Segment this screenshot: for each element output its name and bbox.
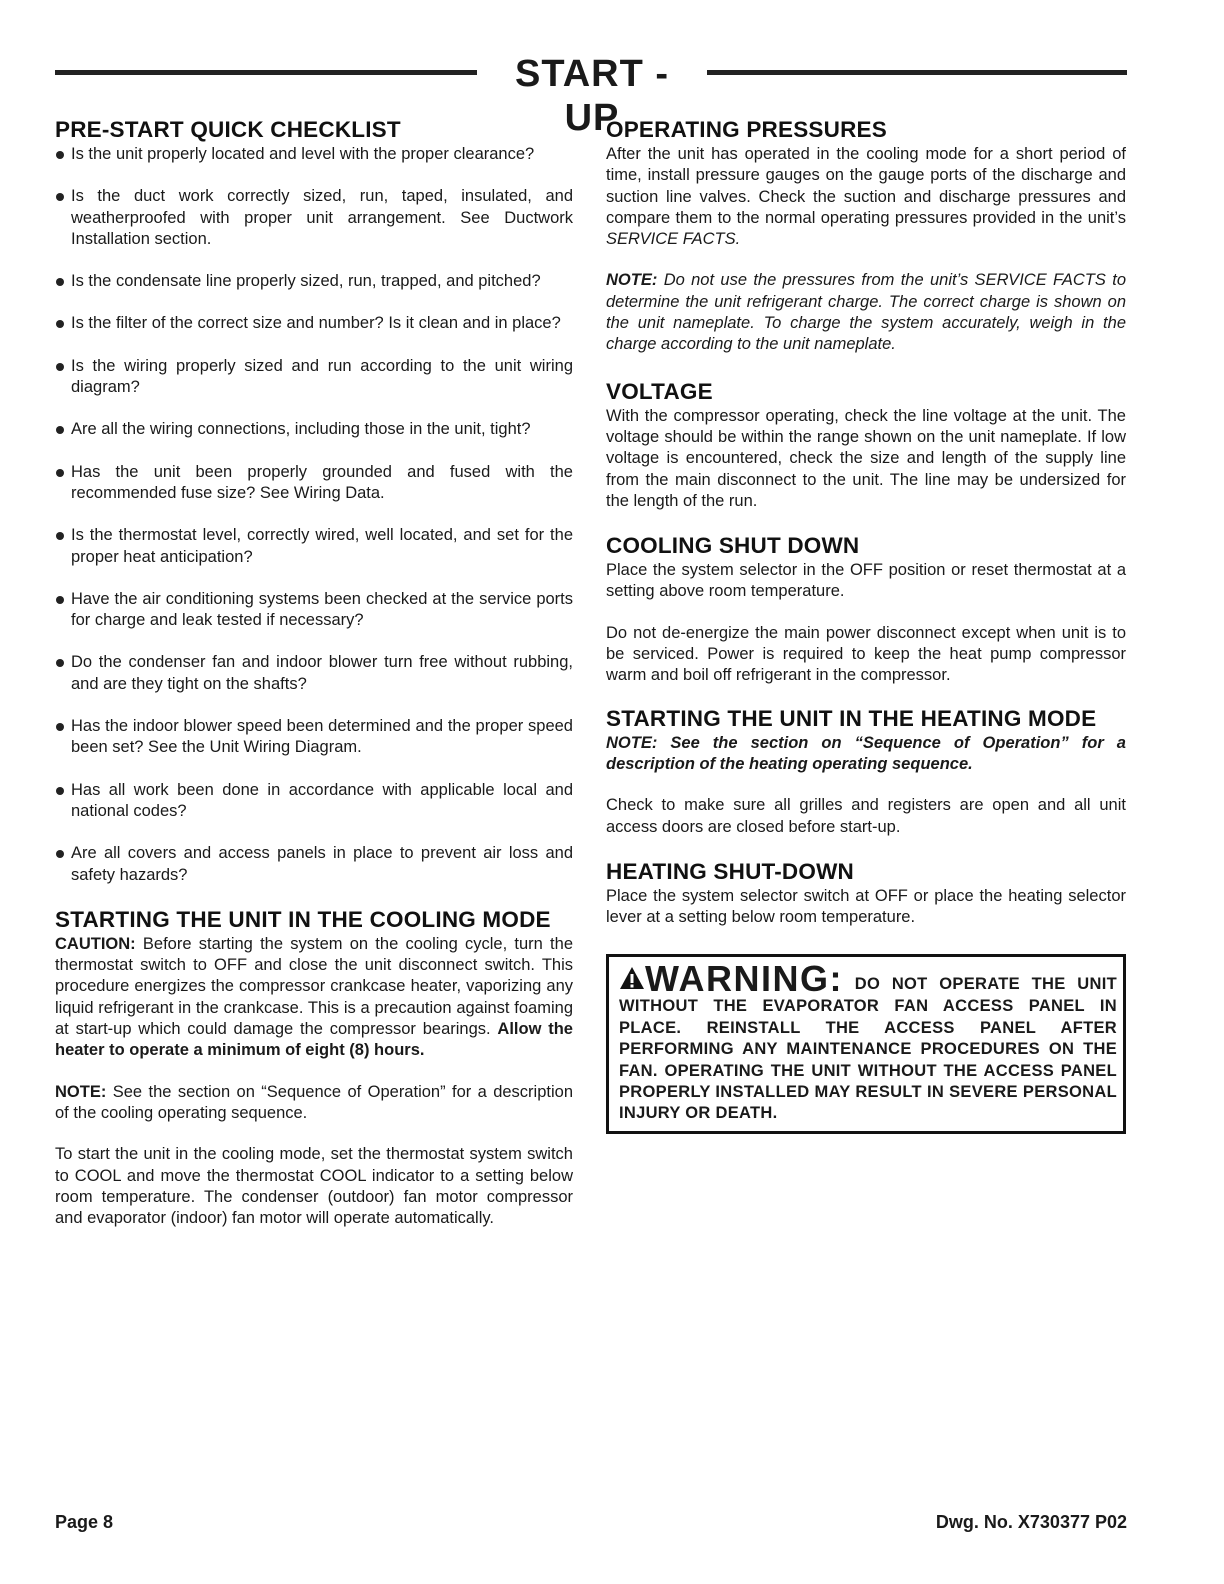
checklist-item-text: Have the air conditioning systems been checked at the service ports for charge and leak tested if necessary? (71, 589, 573, 630)
checklist-item (55, 652, 573, 695)
bullet-icon (56, 596, 64, 604)
note-label: NOTE: (55, 1082, 107, 1101)
warning-box (606, 954, 1126, 1133)
cooling-mode-heading: STARTING THE UNIT IN THE COOLING MODE (55, 906, 551, 932)
header-rule-right (707, 70, 1127, 75)
checklist-item-text: Is the filter of the correct size and number? Is it clean and in place? (71, 314, 561, 333)
cooling-shutdown-p1: Place the system selector in the OFF position or reset thermostat at a setting above room temperature. (606, 561, 1126, 601)
checklist-item (55, 525, 573, 568)
caution-bold-text: Allow the heater to operate a minimum of eight (8) hours. (55, 1020, 573, 1060)
checklist-item (55, 356, 573, 399)
cooling-shutdown-p2: Do not de-energize the main power disconnect except when unit is to be serviced. Power is required to keep the heat pump compressor warm and boil off refrigerant in the compressor. (606, 623, 1126, 685)
bullet-icon (56, 659, 64, 667)
checklist-item (55, 271, 573, 292)
checklist-item (55, 186, 573, 250)
bullet-icon (56, 426, 64, 434)
checklist-heading: PRE-START QUICK CHECKLIST (55, 117, 401, 142)
bullet-icon (56, 320, 64, 328)
note-text: See the section on “Sequence of Operation” for a description of the cooling operating sequence. (55, 1082, 573, 1122)
operating-pressures-text: After the unit has operated in the cooling mode for a short period of time, install pressure gauges on the gauge ports of the discharge and suction line valves. Check the suction and discharge pressures and compare them to the normal operating pressures provided in the unit’s (606, 145, 1126, 227)
operating-pressures-note (606, 270, 1126, 355)
service-facts-text: SERVICE FACTS. (606, 230, 741, 249)
warning-text: DO NOT OPERATE THE UNIT WITHOUT THE EVAPORATOR FAN ACCESS PANEL IN PLACE. REINSTALL THE ACCESS PANEL AFTER PERFORMING ANY MAINTENANCE PROCEDURES ON THE FAN. OPERATING THE UNIT WITHOUT THE ACCESS PANEL PROPERLY INSTALLED MAY RESULT IN SEVERE PERSONAL INJURY OR DEATH. (619, 975, 1117, 1123)
heating-shutdown-heading: HEATING SHUT-DOWN (606, 858, 854, 884)
page-number: Page 8 (55, 1512, 114, 1532)
checklist-item-text: Is the wiring properly sized and run according to the unit wiring diagram? (71, 356, 573, 397)
checklist-item-text: Has the unit been properly grounded and fused with the recommended fuse size? See Wiring Data. (71, 462, 573, 502)
cooling-body: To start the unit in the cooling mode, set the thermostat system switch to COOL and move the thermostat COOL indicator to a setting below room temperature. The condenser (outdoor) fan motor compressor and evaporator (indoor) fan motor will operate automatically. (55, 1145, 573, 1228)
cooling-shutdown-heading: COOLING SHUT DOWN (606, 533, 860, 559)
checklist-item (55, 419, 573, 440)
heating-mode-heading: STARTING THE UNIT IN THE HEATING MODE (606, 705, 1097, 731)
bullet-icon (56, 363, 64, 371)
note-text: Do not use the pressures from the unit’s SERVICE FACTS to determine the unit refrigerant charge. The correct charge is shown on the unit nameplate. To charge the system accurately, weigh in the charge according to the unit nameplate. (606, 271, 1126, 354)
note-label: NOTE: (606, 271, 658, 290)
checklist-item (55, 780, 573, 823)
cooling-note (55, 1082, 573, 1125)
left-column (55, 116, 573, 1229)
checklist (55, 144, 573, 886)
operating-pressures-heading: OPERATING PRESSURES (606, 117, 887, 142)
checklist-item (55, 716, 573, 759)
checklist-item-text: Is the duct work correctly sized, run, taped, insulated, and weatherproofed with proper unit arrangement. See Ductwork Installation section. (71, 187, 573, 248)
warning-triangle-icon (619, 965, 645, 991)
checklist-item-text: Are all the wiring connections, including those in the unit, tight? (71, 420, 531, 439)
checklist-item-text: Are all covers and access panels in place to prevent air loss and safety hazards? (71, 844, 573, 884)
checklist-item-text: Is the unit properly located and level with the proper clearance? (71, 145, 535, 163)
voltage-heading: VOLTAGE (606, 378, 713, 404)
heating-mode-body: Check to make sure all grilles and registers are open and all unit access doors are closed before start-up. (606, 796, 1126, 836)
checklist-item-text: Has all work been done in accordance with applicable local and national codes? (71, 780, 573, 820)
bullet-icon (56, 469, 64, 477)
checklist-item-text: Is the thermostat level, correctly wired, well located, and set for the proper heat anticipation? (71, 526, 573, 566)
bullet-icon (56, 787, 64, 795)
warning-label: WARNING: (645, 958, 843, 1000)
right-column (606, 116, 1126, 1134)
checklist-item (55, 462, 573, 505)
bullet-icon (56, 151, 64, 159)
bullet-icon (56, 532, 64, 540)
checklist-item (55, 589, 573, 632)
checklist-item-text: Has the indoor blower speed been determined and the proper speed been set? See the Unit Wiring Diagram. (71, 717, 573, 757)
bullet-icon (56, 193, 64, 201)
bullet-icon (56, 278, 64, 286)
caution-label: CAUTION: (55, 934, 136, 953)
checklist-item-text: Is the condensate line properly sized, run, trapped, and pitched? (71, 272, 541, 291)
operating-pressures-body (606, 144, 1126, 250)
cooling-caution (55, 934, 573, 1062)
checklist-item (55, 313, 573, 334)
bullet-icon (56, 723, 64, 731)
checklist-item (55, 843, 573, 886)
heating-mode-note: NOTE: See the section on “Sequence of Operation” for a description of the heating operating sequence. (606, 733, 1126, 773)
header-rule-left (55, 70, 477, 75)
checklist-item (55, 144, 573, 165)
checklist-item-text: Do the condenser fan and indoor blower turn free without rubbing, and are they tight on the shafts? (71, 653, 573, 693)
bullet-icon (56, 850, 64, 858)
voltage-body: With the compressor operating, check the line voltage at the unit. The voltage should be within the range shown on the unit nameplate. If low voltage is encountered, check the size and length of the supply line from the main disconnect to the unit. The line may be undersized for the length of the run. (606, 406, 1126, 510)
page-title: START - UP (514, 53, 670, 139)
drawing-number: Dwg. No. X730377 P02 (935, 1512, 1127, 1532)
caution-text: Before starting the system on the cooling cycle, turn the thermostat switch to OFF and close the unit disconnect switch. This procedure energizes the compressor crankcase heater, vaporizing any liquid refrigerant in the crankcase. This is a precaution against foaming at start-up which could damage the compressor bearings. (55, 934, 573, 1039)
heating-shutdown-body: Place the system selector switch at OFF or place the heating selector lever at a setting below room temperature. (606, 886, 1126, 927)
